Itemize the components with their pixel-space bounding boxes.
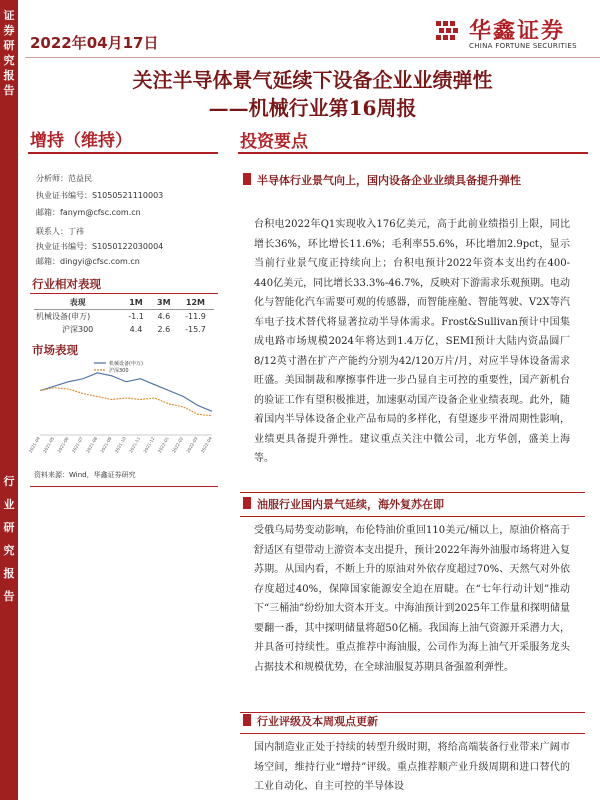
logo-english-name: CHINA FORTUNE SECURITIES — [469, 42, 577, 50]
table-header: 1M — [121, 296, 150, 310]
section-2-body: 受俄乌局势变动影响，布伦特油价重回110美元/桶以上，原油价格高于舒适区有望带动上游资本支出提升，预计2022年海外油服市场将进入复苏期。从国内看，不断上升的原油对外依存度超过70%、天然气对外依存度超过40%，保障国家能源安全迫在眉睫。在“七年行动计划”推动下“三桶油”纷纷加大资本开支。中海油预计到2025年工作量和探明储量要翻一番，其中探明储量将超50亿桶。我国海上油气资源开采潜力大，并具备可持续性。重点推荐中海油服，公司作为海上油气开采服务龙头占据技术和规模优势，在全球油服复苏期具备强盈利弹性。 — [254, 525, 570, 673]
report-title-line1: 关注半导体景气延续下设备企业业绩弹性 — [132, 68, 493, 92]
section-2-heading-text: 油服行业国内景气延续，海外复苏在即 — [257, 498, 444, 511]
company-logo — [435, 14, 595, 56]
x-tick-label: 2021-06 — [56, 436, 70, 454]
table-row — [34, 310, 214, 324]
logo-mark-icon — [435, 18, 461, 44]
series-line-1 — [40, 373, 212, 411]
x-tick-label: 2021-07 — [70, 436, 84, 454]
table-cell: 4.6 — [157, 312, 171, 321]
analyst-cert: 执业证书编号：S1050521110003 — [36, 191, 164, 200]
table-header: 12M — [177, 296, 214, 310]
contact-cert: 执业证书编号：S1050122030004 — [36, 242, 164, 251]
market-title: 市场表现 — [32, 343, 78, 357]
rating-underline — [28, 152, 218, 154]
table-row — [34, 323, 214, 336]
section-divider — [240, 492, 585, 493]
table-cell: -15.7 — [185, 325, 206, 334]
contact-name: 联系人：丁祎 — [36, 227, 84, 236]
series-line-2 — [40, 388, 212, 416]
section-1-heading — [243, 172, 583, 190]
section-2-heading — [243, 496, 583, 514]
analyst-email[interactable]: 邮箱：fanym@cfsc.com.cn — [36, 208, 141, 217]
section-3-heading — [243, 713, 583, 731]
contact-email[interactable]: 邮箱：dingyi@cfsc.com.cn — [36, 257, 140, 266]
x-tick-label: 2021-11 — [128, 436, 142, 454]
logo-chinese-name: 华鑫证券 — [469, 19, 566, 44]
report-title-line2: ——机械行业第16周报 — [208, 96, 417, 120]
section-3-heading-text: 行业评级及本周观点更新 — [257, 715, 378, 728]
performance-title: 行业相对表现 — [32, 277, 101, 291]
x-tick-label: 2021-08 — [85, 436, 99, 454]
x-tick-label: 2022-04 — [199, 436, 213, 454]
report-date: 2022年04月17日 — [30, 34, 159, 52]
rating-label: 增持（维持） — [30, 131, 132, 151]
table-cell: 2.6 — [157, 325, 171, 334]
left-bottom-rule — [30, 486, 218, 487]
bullet-square-icon — [243, 714, 251, 726]
table-header: 表现 — [34, 296, 121, 310]
x-tick-label: 2021-10 — [113, 436, 127, 454]
invest-heading: 投资要点 — [240, 132, 308, 152]
section-1-heading-text: 半导体行业景气向上，国内设备企业业绩具备提升弹性 — [257, 174, 521, 187]
table-cell: 沪深300 — [62, 325, 94, 334]
table-cell: -11.9 — [185, 312, 206, 321]
x-tick-label: 2022-02 — [171, 436, 185, 454]
table-cell: 机械设备(申万) — [36, 312, 91, 321]
table-cell: 4.4 — [129, 325, 143, 334]
market-chart — [27, 355, 216, 454]
sidebar-bottom-label: 行业研究报告 — [3, 475, 15, 603]
x-tick-label: 2022-01 — [156, 436, 170, 454]
x-tick-label: 2022-03 — [185, 436, 199, 454]
x-tick-label: 2021-05 — [42, 436, 56, 454]
table-header: 3M — [151, 296, 177, 310]
section-1-body: 台积电2022年Q1实现收入176亿美元，高于此前业绩指引上限，同比增长36%，环比增长11.6%；毛利率55.6%，环比增加2.9pct，显示当前行业景气度正持续向上；台积电预计2022年资本支出约在400-440亿美元，同比增长33.3%-46.7%，反映对下游需求乐观预期。电动化与智能化汽车需要可观的传感器，而智能座舱、智能驾驶、V2X等汽车电子技术替代将显著拉动半导体需求。Frost&Sullivan预计中国集成电路市场规模2024年将达到1.4万亿，SEMI预计大陆内资晶圆厂8/12英寸潜在扩产产能约分别为42/120万片/月，对应半导体设备需求旺盛。美国制裁和摩擦事件进一步凸显自主可控的重要性，国产新机台的验证工作有望积极推进，加速驱动国产设备企业业绩表现。此外，随着国内半导体设备企业产品布局的多样化，有望逐步平滑周期性影响，业绩更具备提升弹性。建议重点关注中微公司，北方华创，盛美上海等。 — [254, 219, 571, 464]
report-sidebar — [0, 0, 18, 800]
performance-table — [34, 296, 214, 336]
header-divider — [25, 57, 600, 58]
x-tick-label: 2021-04 — [27, 436, 41, 454]
invest-underline — [238, 152, 588, 154]
chart-source: 资料来源：Wind，华鑫证券研究 — [34, 471, 136, 479]
bullet-square-icon — [243, 497, 251, 509]
legend-label: 沪深300 — [109, 367, 129, 374]
bullet-square-icon — [243, 173, 251, 185]
sidebar-top-label: 证券研究报告 — [3, 9, 15, 97]
x-tick-label: 2021-09 — [99, 436, 113, 454]
analyst-name: 分析师：范益民 — [36, 174, 92, 183]
table-cell: -1.1 — [128, 312, 144, 321]
table-header-row — [34, 296, 214, 310]
section-divider — [240, 733, 585, 734]
x-tick-label: 2021-12 — [142, 436, 156, 454]
performance-underline — [30, 293, 218, 294]
legend-label: 机械设备(申万) — [109, 360, 143, 367]
section-3-body: 国内制造业正处于持续的转型升级时期，将给高端装备行业带来广阔市场空间，维持行业“增持”评级。重点推荐顺产业升级周期和进口替代的工业自动化、自主可控的半导体设 — [254, 742, 570, 792]
section-divider — [240, 516, 585, 517]
